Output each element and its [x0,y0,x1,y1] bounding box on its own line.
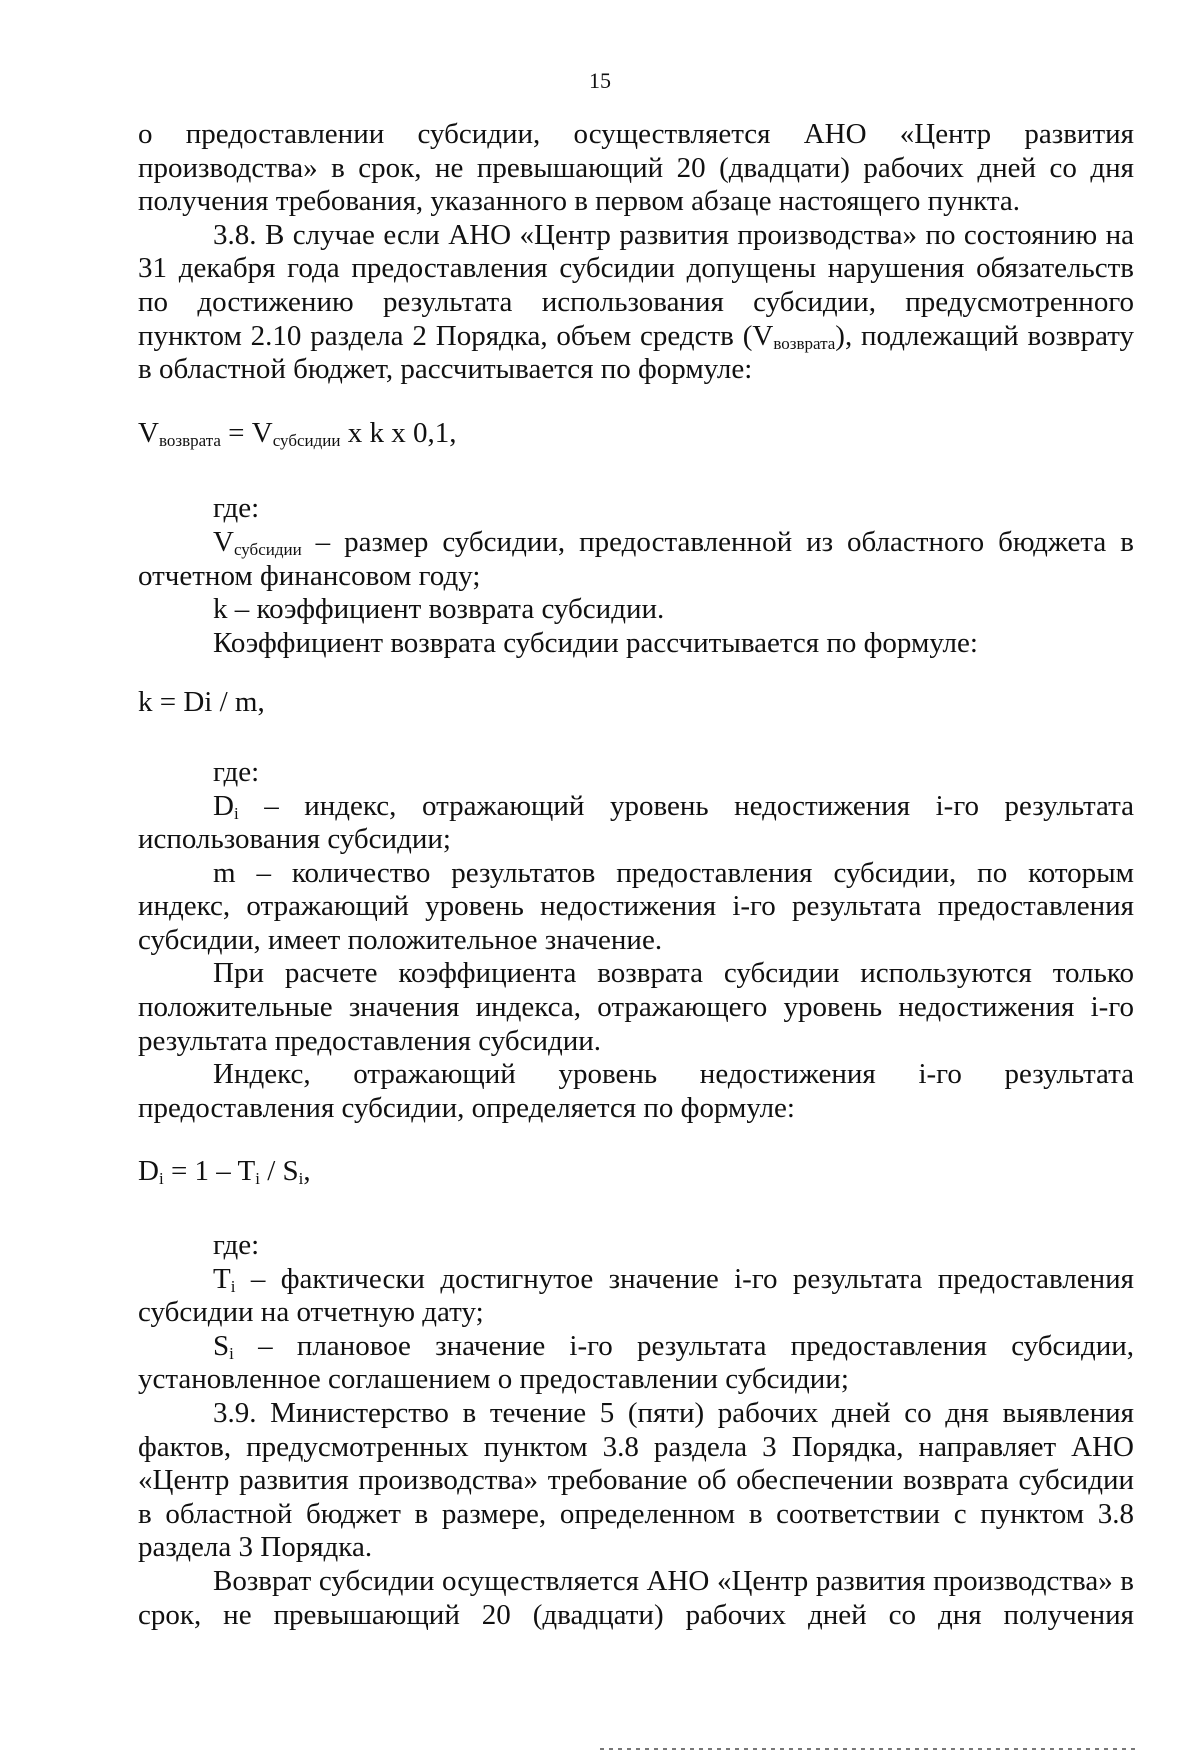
paragraph-3-8-text: 3.8. В случае если АНО «Центр развития производства» по состоянию на 31 декабря года предоставления субсидии допущены нарушения обязательств по достижению результата использования субсидии, предусмотренного пунктом 2.10 раздела 2 Порядка, объем средств (V [138,218,1134,352]
paragraph-3-9: 3.9. Министерство в течение 5 (пяти) рабочих дней со дня выявления фактов, предусмотренных пунктом 3.8 раздела 3 Порядка, направляет АНО «Центр развития производства» требование об обеспечении возврата субсидии в областной бюджет в размере, определенном в соответствии с пунктом 3.8 раздела 3 Порядка. [138,1397,1134,1564]
paragraph-3-8 [138,219,1134,387]
where-label-2: где: [213,755,260,788]
return-paragraph: Возврат субсидии осуществляется АНО «Центр развития производства» в срок, не превышающий 20 (двадцати) рабочих дней со дня получения [138,1564,1134,1631]
def-di-text: – индекс, отражающий уровень недостижения i-го результата использования субсидии; [138,789,1134,856]
definition-si [138,1330,1134,1397]
formula-di-mid: = 1 – T [163,1155,256,1188]
k-formula-intro: Коэффициент возврата субсидии рассчитывается по формуле: [213,626,978,659]
formula-v-equals: = V [220,416,273,449]
document-body [138,118,1134,1632]
paragraph-continued-rest: производства» в срок, не превышающий 20 (двадцати) рабочих дней со дня получения требования, указанного в первом абзаце настоящего пункта. [138,151,1134,218]
def-ti-text: – фактически достигнутое значение i-го результата предоставления субсидии на отчетную дату; [138,1262,1134,1329]
page-number: 15 [589,68,611,93]
def-di-subscript: i [233,803,239,823]
formula-di-subscript: i [158,1169,164,1189]
scan-artifact [470,10,540,18]
definition-di [138,790,1134,857]
formula-v-symbol: V [138,416,159,449]
formula-di-slash: / S [259,1155,299,1188]
formula-si-subscript: i [298,1169,304,1189]
bottom-scan-line [600,1748,1140,1750]
formula-subscript-subsidii: субсидии [272,430,341,450]
formula-v-tail: x k x 0,1, [340,416,457,449]
definition-k: k – коэффициент возврата субсидии. [213,593,665,626]
formula-v-return [138,387,1134,493]
subscript-vozvrata: возврата [773,333,836,353]
def-v-text: – размер субсидии, предоставленной из областного бюджета в отчетном финансовом году; [138,525,1134,592]
def-ti-subscript: i [230,1276,236,1296]
def-si-symbol: S [213,1329,230,1362]
formula-di [138,1125,1134,1229]
def-v-subscript: субсидии [233,539,302,559]
def-si-text: – плановое значение i-го результата предоставления субсидии, установленное соглашением о предоставлении субсидии; [138,1329,1134,1396]
def-di-symbol: D [213,789,234,822]
definition-ti [138,1263,1134,1330]
formula-di-symbol: D [138,1155,159,1188]
paragraph-continued-first-line: о предоставлении субсидии, осуществляется АНО «Центр развития [138,118,1134,150]
definition-v-subsidii [138,526,1134,593]
formula-subscript-vozvrata: возврата [158,430,221,450]
formula-k: k = Di / m, [138,686,265,719]
formula-di-tail: , [303,1155,311,1188]
def-si-subscript: i [229,1343,234,1363]
where-label-1: где: [213,492,260,525]
calculation-note: При расчете коэффициента возврата субсидии используются только положительные значения индекса, отражающего уровень недостижения i-го результата предоставления субсидии. [138,957,1134,1057]
definition-m: m – количество результатов предоставления субсидии, по которым индекс, отражающий уровень недостижения i-го результата предоставления субсидии, имеет положительное значение. [138,856,1134,956]
def-ti-symbol: T [213,1262,231,1295]
formula-ti-subscript: i [255,1169,260,1189]
index-formula-intro: Индекс, отражающий уровень недостижения i-го результата предоставления субсидии, определяется по формуле: [138,1058,1134,1124]
where-label-3: где: [213,1229,260,1262]
def-v-symbol: V [213,525,234,558]
paragraph-3-8-tail: ), подлежащий возврату в областной бюджет, рассчитывается по формуле: [138,319,1135,386]
